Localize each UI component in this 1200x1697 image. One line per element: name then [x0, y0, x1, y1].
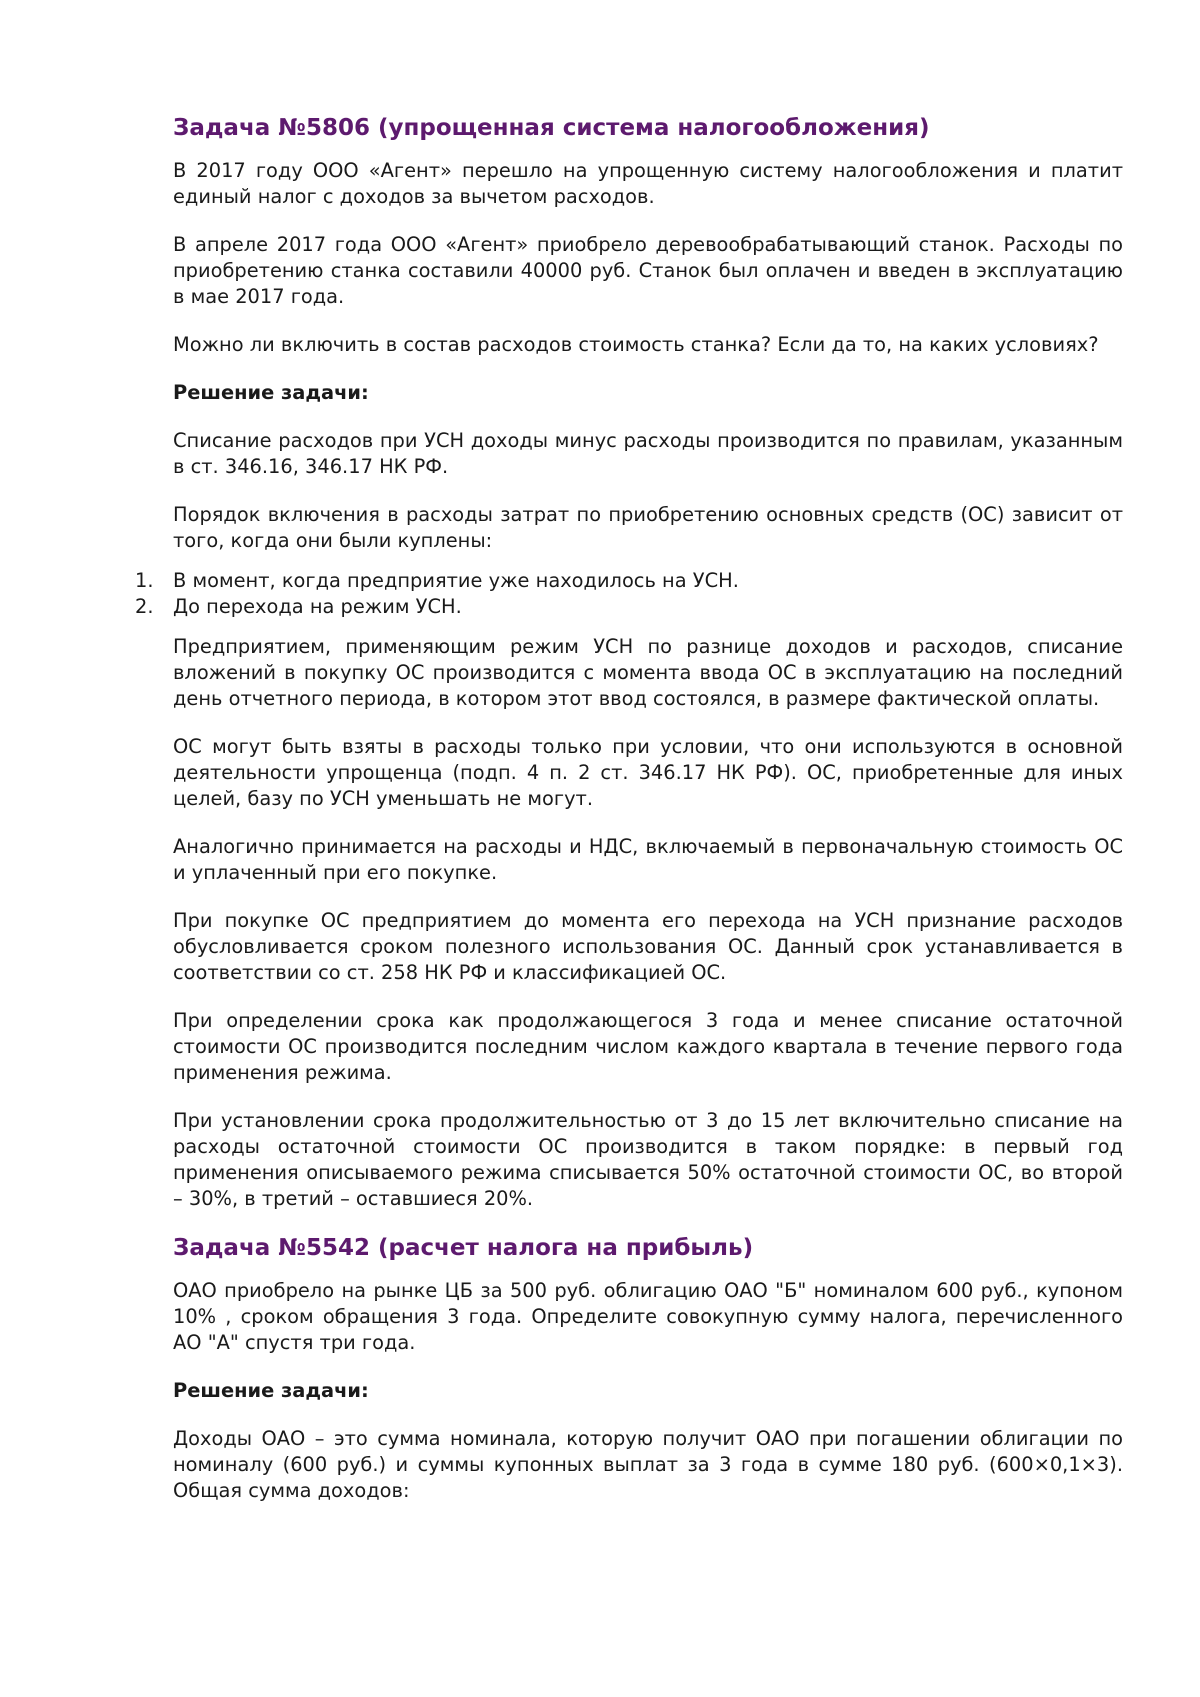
task-5806-paragraph-1: В 2017 году ООО «Агент» перешло на упрощенную систему налогообложения и платит единый налог с доходов за вычетом расходов. [173, 159, 1123, 208]
task-5542-solution-heading: Решение задачи: [173, 1379, 369, 1402]
acquisition-cases-list [135, 568, 1123, 620]
task-5806-solution-paragraph-4: ОС могут быть взяты в расходы только при условии, что они используются в основной деятельности упрощенца (подп. 4 п. 2 ст. 346.17 НК РФ). ОС, приобретенные для иных целей, базу по УСН уменьшать не могут. [173, 735, 1123, 810]
list-item-number: 2. [135, 595, 154, 618]
task-5806-solution-paragraph-1: Списание расходов при УСН доходы минус расходы производится по правилам, указанным в ст. 346.16, 346.17 НК РФ. [173, 429, 1123, 478]
list-item-text: До перехода на режим УСН. [173, 595, 462, 618]
task-5806-solution-paragraph-3: Предприятием, применяющим режим УСН по разнице доходов и расходов, списание вложений в покупку ОС производится с момента ввода ОС в эксплуатацию на последний день отчетного периода, в котором этот ввод состоялся, в размере фактической оплаты. [173, 635, 1123, 710]
list-item [135, 594, 1123, 620]
task-5542-title: Задача №5542 (расчет налога на прибыль) [173, 1235, 754, 1261]
task-5806-solution-paragraph-6: При покупке ОС предприятием до момента его перехода на УСН признание расходов обусловливается сроком полезного использования ОС. Данный срок устанавливается в соответствии со ст. 258 НК РФ и классификацией ОС. [173, 909, 1123, 984]
task-5806-solution-paragraph-8: При установлении срока продолжительностью от 3 до 15 лет включительно списание на расходы остаточной стоимости ОС производится в таком порядке: в первый год применения описываемого режима списывается 50% остаточной стоимости ОС, во второй – 30%, в третий – оставшиеся 20%. [173, 1109, 1123, 1210]
list-item-text: В момент, когда предприятие уже находилось на УСН. [173, 569, 739, 592]
task-5806-question: Можно ли включить в состав расходов стоимость станка? Если да то, на каких условиях? [173, 333, 1099, 356]
task-5806-paragraph-2: В апреле 2017 года ООО «Агент» приобрело деревообрабатывающий станок. Расходы по приобретению станка составили 40000 руб. Станок был оплачен и введен в эксплуатацию в мае 2017 года. [173, 233, 1123, 308]
list-item-number: 1. [135, 569, 154, 592]
task-5806-solution-paragraph-7: При определении срока как продолжающегося 3 года и менее списание остаточной стоимости ОС производится последним числом каждого квартала в течение первого года применения режима. [173, 1009, 1123, 1084]
document-page [135, 112, 1123, 1526]
task-5542-paragraph-1: ОАО приобрело на рынке ЦБ за 500 руб. облигацию ОАО "Б" номиналом 600 руб., купоном 10% , сроком обращения 3 года. Определите совокупную сумму налога, перечисленного АО "А" спустя три года. [173, 1279, 1123, 1354]
task-5806-solution-paragraph-2: Порядок включения в расходы затрат по приобретению основных средств (ОС) зависит от того, когда они были куплены: [173, 503, 1123, 552]
list-item [135, 568, 1123, 594]
task-5806-solution-paragraph-5: Аналогично принимается на расходы и НДС, включаемый в первоначальную стоимость ОС и уплаченный при его покупке. [173, 835, 1123, 884]
task-5806-solution-heading: Решение задачи: [173, 381, 369, 404]
task-5806-title: Задача №5806 (упрощенная система налогообложения) [173, 115, 930, 141]
task-5542-solution-paragraph-1: Доходы ОАО – это сумма номинала, которую получит ОАО при погашении облигации по номиналу (600 руб.) и суммы купонных выплат за 3 года в сумме 180 руб. (600×0,1×3). Общая сумма доходов: [173, 1427, 1123, 1502]
